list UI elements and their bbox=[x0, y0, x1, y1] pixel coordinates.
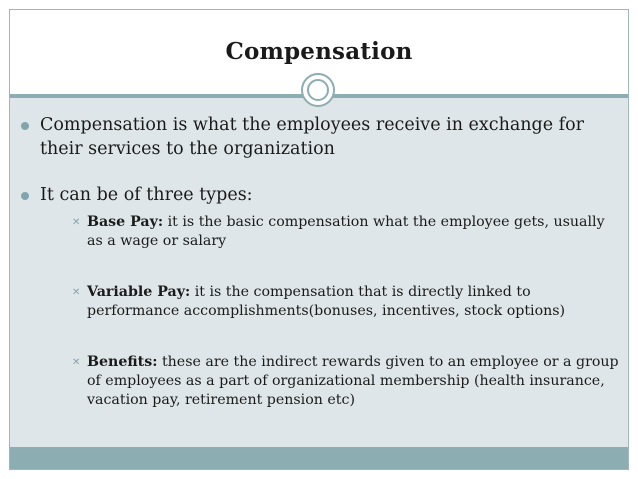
content-area bbox=[10, 98, 628, 448]
bullet-dot-icon bbox=[21, 192, 29, 200]
bullet-three-types bbox=[20, 183, 600, 207]
sub-bullet-description: these are the indirect rewards given to an employee or a group of employees as a part of organizational membership (health insurance, vacation pay, retirement pension etc) bbox=[87, 354, 619, 408]
sub-bullet-text bbox=[87, 213, 622, 251]
slide-title: Compensation bbox=[225, 38, 413, 65]
slide-frame bbox=[9, 9, 629, 470]
sub-bullet-variable-pay bbox=[72, 283, 622, 321]
sub-bullet-term: Benefits: bbox=[87, 354, 158, 370]
sub-bullet-description: it is the compensation that is directly linked to performance accomplishments(bonuses, incentives, stock options) bbox=[87, 284, 566, 319]
bullet-text: It can be of three types: bbox=[40, 185, 253, 205]
sub-bullet-term: Variable Pay: bbox=[87, 284, 191, 300]
sub-bullet-text bbox=[87, 283, 622, 321]
inner-circle-icon bbox=[307, 79, 329, 101]
bullet-compensation-definition bbox=[20, 113, 600, 161]
sub-bullet-text bbox=[87, 353, 622, 410]
sub-bullet-base-pay bbox=[72, 213, 622, 251]
x-bullet-icon: ✕ bbox=[72, 357, 81, 368]
bullet-text: Compensation is what the employees receive in exchange for their services to the organization bbox=[40, 115, 585, 159]
sub-bullet-description: it is the basic compensation what the employee gets, usually as a wage or salary bbox=[87, 214, 605, 249]
sub-bullet-term: Base Pay: bbox=[87, 214, 164, 230]
circle-ornament-icon bbox=[301, 73, 335, 107]
x-bullet-icon: ✕ bbox=[72, 287, 81, 298]
bullet-dot-icon bbox=[21, 122, 29, 130]
sub-bullet-benefits bbox=[72, 353, 622, 410]
footer-band bbox=[10, 447, 628, 469]
x-bullet-icon: ✕ bbox=[72, 217, 81, 228]
